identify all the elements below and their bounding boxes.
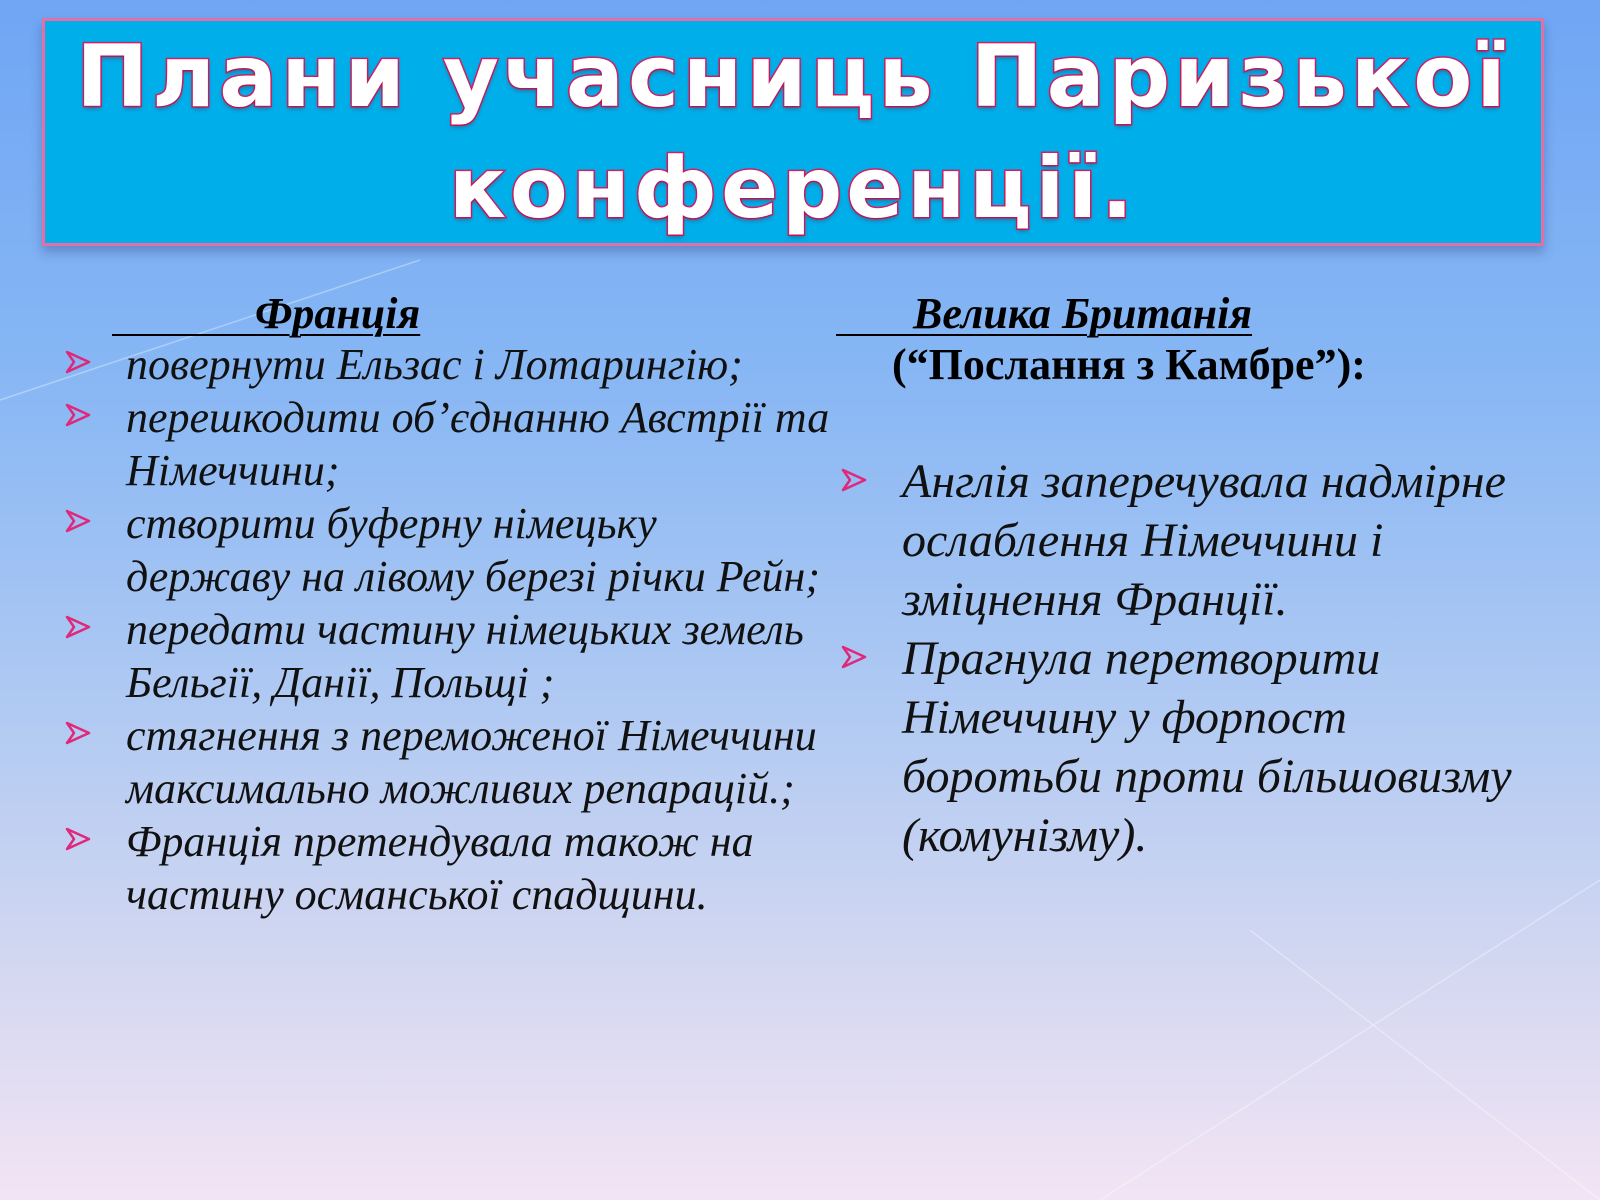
arrowhead-bullet-icon (840, 643, 868, 671)
list-item (836, 452, 1556, 629)
britain-list (836, 452, 1556, 865)
britain-heading: Велика Британія (913, 289, 1253, 338)
arrowhead-bullet-icon (64, 825, 92, 853)
list-item (60, 815, 830, 921)
arrowhead-bullet-icon (64, 507, 92, 535)
arrowhead-bullet-icon (64, 348, 92, 376)
list-item-text: Англія заперечувала надмірне ослаблення Німеччини і зміцнення Франції. (902, 455, 1506, 626)
list-item-text: передати частину німецьких земель Бельгії, Данії, Польщі ; (126, 605, 804, 707)
list-item (60, 497, 830, 603)
list-item-text: Франція претендувала також на частину османської спадщини. (126, 817, 754, 919)
list-item (836, 629, 1556, 865)
arrowhead-bullet-icon (64, 613, 92, 641)
list-item (60, 603, 830, 709)
britain-subheading: (“Послання з Камбре”): (892, 340, 1366, 389)
list-item (60, 391, 830, 497)
list-item (60, 709, 830, 815)
list-item-text: створити буферну німецьку державу на лівому березі річки Рейн; (126, 499, 820, 601)
slide-title-line-1: Плани учасниць Паризької (76, 27, 1510, 127)
list-item-text: Прагнула перетворити Німеччину у форпост боротьби проти більшовизму (комунізму). (902, 632, 1512, 862)
britain-column (836, 290, 1556, 865)
france-column (60, 290, 830, 921)
france-heading: Франція (255, 289, 421, 338)
france-list (60, 338, 830, 921)
list-item-text: перешкодити об’єднанню Австрії та Німеччини; (126, 393, 830, 495)
list-item-text: повернути Ельзас і Лотарингію; (126, 340, 743, 389)
list-item (60, 338, 830, 391)
slide-title-line-2: конференції. (449, 139, 1137, 237)
arrowhead-bullet-icon (64, 719, 92, 747)
list-item-text: стягнення з переможеної Німеччини максимально можливих репарацій.; (126, 711, 817, 813)
arrowhead-bullet-icon (840, 466, 868, 494)
title-banner (42, 18, 1544, 246)
arrowhead-bullet-icon (64, 401, 92, 429)
